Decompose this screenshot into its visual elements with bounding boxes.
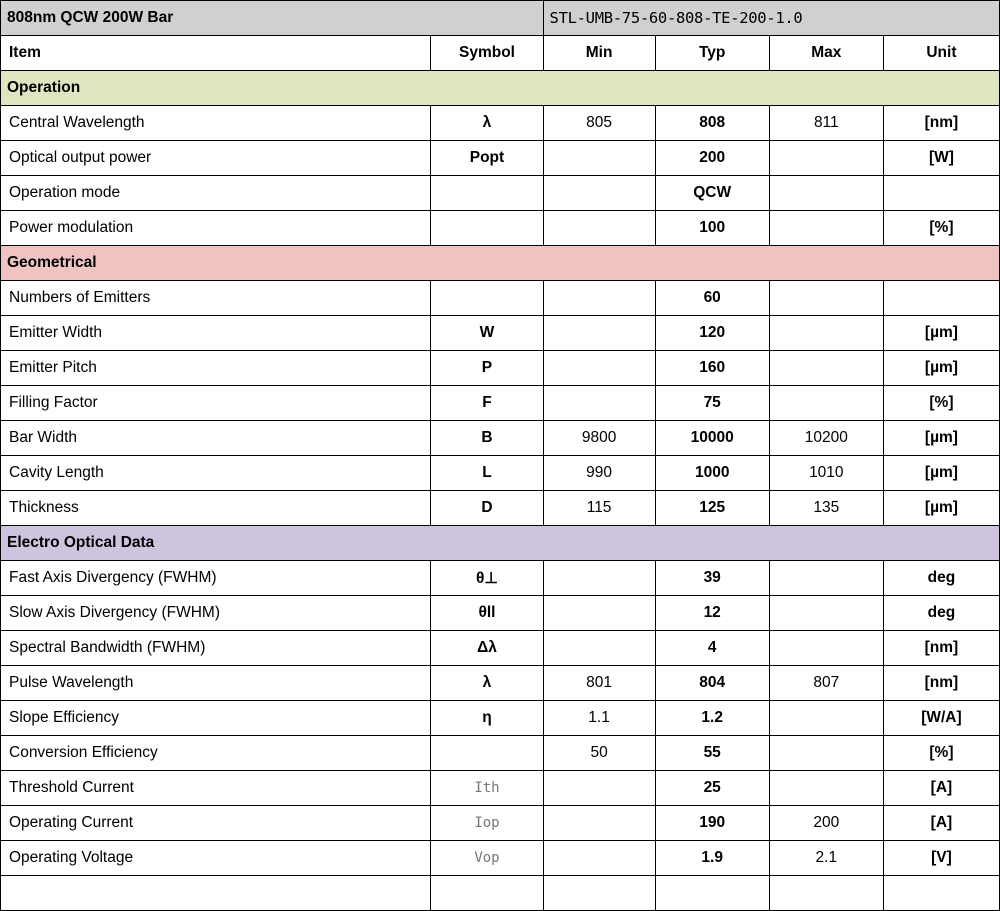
row-symbol: F (431, 386, 543, 421)
row-typ-value: 160 (655, 351, 769, 386)
row-min-value (543, 596, 655, 631)
row-typ-value: 1.2 (655, 701, 769, 736)
row-typ-value: 100 (655, 211, 769, 246)
table-row (1, 701, 1000, 736)
row-item-label: Operating Current (1, 806, 431, 841)
row-min-value (543, 351, 655, 386)
row-symbol (431, 281, 543, 316)
product-title: 808nm QCW 200W Bar (1, 1, 544, 36)
row-typ-value: 125 (655, 491, 769, 526)
table-row (1, 106, 1000, 141)
row-min-value (543, 211, 655, 246)
table-row (1, 841, 1000, 876)
row-item-label: Slow Axis Divergency (FWHM) (1, 596, 431, 631)
row-item-label: Optical output power (1, 141, 431, 176)
row-max-value (769, 281, 883, 316)
row-max-value (769, 631, 883, 666)
row-symbol: θll (431, 596, 543, 631)
table-row (1, 281, 1000, 316)
table-row (1, 351, 1000, 386)
row-unit: [W/A] (883, 701, 999, 736)
row-unit: [W] (883, 141, 999, 176)
row-typ-value: 39 (655, 561, 769, 596)
row-item-label: Emitter Width (1, 316, 431, 351)
table-row (1, 806, 1000, 841)
row-symbol: θ⊥ (431, 561, 543, 596)
row-unit: [V] (883, 841, 999, 876)
row-max-value (769, 771, 883, 806)
row-max-value (769, 701, 883, 736)
row-symbol: P (431, 351, 543, 386)
column-header-typ: Typ (655, 36, 769, 71)
row-min-value (543, 281, 655, 316)
row-min-value (543, 316, 655, 351)
row-min-value (543, 806, 655, 841)
table-row (1, 491, 1000, 526)
row-max-value: 807 (769, 666, 883, 701)
column-header-min: Min (543, 36, 655, 71)
row-symbol: λ (431, 106, 543, 141)
row-symbol (431, 176, 543, 211)
row-unit (883, 281, 999, 316)
table-row (1, 771, 1000, 806)
row-min-value (543, 386, 655, 421)
table-row (1, 211, 1000, 246)
row-symbol: Popt (431, 141, 543, 176)
row-typ-value: 12 (655, 596, 769, 631)
row-min-value (543, 771, 655, 806)
row-max-value (769, 141, 883, 176)
column-header-symbol: Symbol (431, 36, 543, 71)
table-row (1, 316, 1000, 351)
row-item-label: Central Wavelength (1, 106, 431, 141)
row-min-value: 9800 (543, 421, 655, 456)
table-row (1, 456, 1000, 491)
row-item-label: Filling Factor (1, 386, 431, 421)
row-symbol: L (431, 456, 543, 491)
row-max-value: 10200 (769, 421, 883, 456)
row-typ-value: 25 (655, 771, 769, 806)
row-symbol: B (431, 421, 543, 456)
table-row (1, 666, 1000, 701)
row-min-value (543, 841, 655, 876)
row-max-value (769, 561, 883, 596)
row-min-value: 1.1 (543, 701, 655, 736)
row-max-value (769, 386, 883, 421)
row-symbol (431, 736, 543, 771)
row-typ-value: QCW (655, 176, 769, 211)
row-item-label: Conversion Efficiency (1, 736, 431, 771)
table-row (1, 561, 1000, 596)
row-unit: deg (883, 561, 999, 596)
row-unit: [µm] (883, 351, 999, 386)
row-item-label: Emitter Pitch (1, 351, 431, 386)
row-max-value: 2.1 (769, 841, 883, 876)
row-typ-value: 808 (655, 106, 769, 141)
row-item-label: Operating Voltage (1, 841, 431, 876)
row-unit: [nm] (883, 631, 999, 666)
row-max-value: 1010 (769, 456, 883, 491)
row-min-value (543, 141, 655, 176)
row-typ-value: 200 (655, 141, 769, 176)
row-item-label: Numbers of Emitters (1, 281, 431, 316)
row-typ-value: 55 (655, 736, 769, 771)
row-unit (883, 176, 999, 211)
section-header-row (1, 246, 1000, 281)
row-max-value (769, 316, 883, 351)
row-symbol: Ith (431, 771, 543, 806)
row-max-value: 811 (769, 106, 883, 141)
row-item-label: Thickness (1, 491, 431, 526)
row-symbol: η (431, 701, 543, 736)
title-row (1, 1, 1000, 36)
table-bottom-cell (655, 876, 769, 911)
table-row (1, 596, 1000, 631)
row-min-value: 990 (543, 456, 655, 491)
table-bottom-cell (883, 876, 999, 911)
table-bottom-partial-row (1, 876, 1000, 911)
row-max-value (769, 736, 883, 771)
row-item-label: Spectral Bandwidth (FWHM) (1, 631, 431, 666)
table-row (1, 736, 1000, 771)
column-header-item: Item (1, 36, 431, 71)
row-min-value (543, 176, 655, 211)
table-row (1, 141, 1000, 176)
row-item-label: Slope Efficiency (1, 701, 431, 736)
row-item-label: Fast Axis Divergency (FWHM) (1, 561, 431, 596)
row-typ-value: 804 (655, 666, 769, 701)
row-max-value (769, 351, 883, 386)
row-unit: [nm] (883, 106, 999, 141)
row-unit: [A] (883, 806, 999, 841)
row-unit: [%] (883, 736, 999, 771)
column-header-row (1, 36, 1000, 71)
row-unit: deg (883, 596, 999, 631)
row-max-value (769, 211, 883, 246)
row-typ-value: 10000 (655, 421, 769, 456)
row-typ-value: 4 (655, 631, 769, 666)
row-typ-value: 1000 (655, 456, 769, 491)
row-item-label: Bar Width (1, 421, 431, 456)
row-typ-value: 60 (655, 281, 769, 316)
row-symbol: D (431, 491, 543, 526)
table-row (1, 386, 1000, 421)
row-unit: [nm] (883, 666, 999, 701)
product-part-number: STL-UMB-75-60-808-TE-200-1.0 (543, 1, 999, 36)
table-bottom-cell (543, 876, 655, 911)
row-item-label: Cavity Length (1, 456, 431, 491)
table-row (1, 421, 1000, 456)
row-symbol: Iop (431, 806, 543, 841)
table-row (1, 176, 1000, 211)
row-item-label: Pulse Wavelength (1, 666, 431, 701)
row-typ-value: 120 (655, 316, 769, 351)
row-typ-value: 75 (655, 386, 769, 421)
row-unit: [%] (883, 386, 999, 421)
row-unit: [µm] (883, 316, 999, 351)
table-bottom-cell (769, 876, 883, 911)
row-symbol: Δλ (431, 631, 543, 666)
row-unit: [%] (883, 211, 999, 246)
column-header-unit: Unit (883, 36, 999, 71)
row-unit: [A] (883, 771, 999, 806)
row-min-value: 115 (543, 491, 655, 526)
row-unit: [µm] (883, 491, 999, 526)
table-bottom-cell (1, 876, 431, 911)
row-min-value (543, 631, 655, 666)
row-symbol: W (431, 316, 543, 351)
row-min-value: 801 (543, 666, 655, 701)
row-symbol (431, 211, 543, 246)
row-item-label: Power modulation (1, 211, 431, 246)
row-max-value: 200 (769, 806, 883, 841)
column-header-max: Max (769, 36, 883, 71)
row-typ-value: 190 (655, 806, 769, 841)
row-max-value: 135 (769, 491, 883, 526)
row-unit: [µm] (883, 456, 999, 491)
row-min-value: 805 (543, 106, 655, 141)
section-header-row (1, 526, 1000, 561)
row-typ-value: 1.9 (655, 841, 769, 876)
section-title: Operation (1, 71, 1000, 106)
section-header-row (1, 71, 1000, 106)
row-max-value (769, 596, 883, 631)
row-item-label: Operation mode (1, 176, 431, 211)
row-min-value: 50 (543, 736, 655, 771)
section-title: Geometrical (1, 246, 1000, 281)
table-bottom-cell (431, 876, 543, 911)
row-item-label: Threshold Current (1, 771, 431, 806)
row-symbol: Vop (431, 841, 543, 876)
section-title: Electro Optical Data (1, 526, 1000, 561)
row-max-value (769, 176, 883, 211)
row-min-value (543, 561, 655, 596)
table-row (1, 631, 1000, 666)
row-unit: [µm] (883, 421, 999, 456)
row-symbol: λ (431, 666, 543, 701)
